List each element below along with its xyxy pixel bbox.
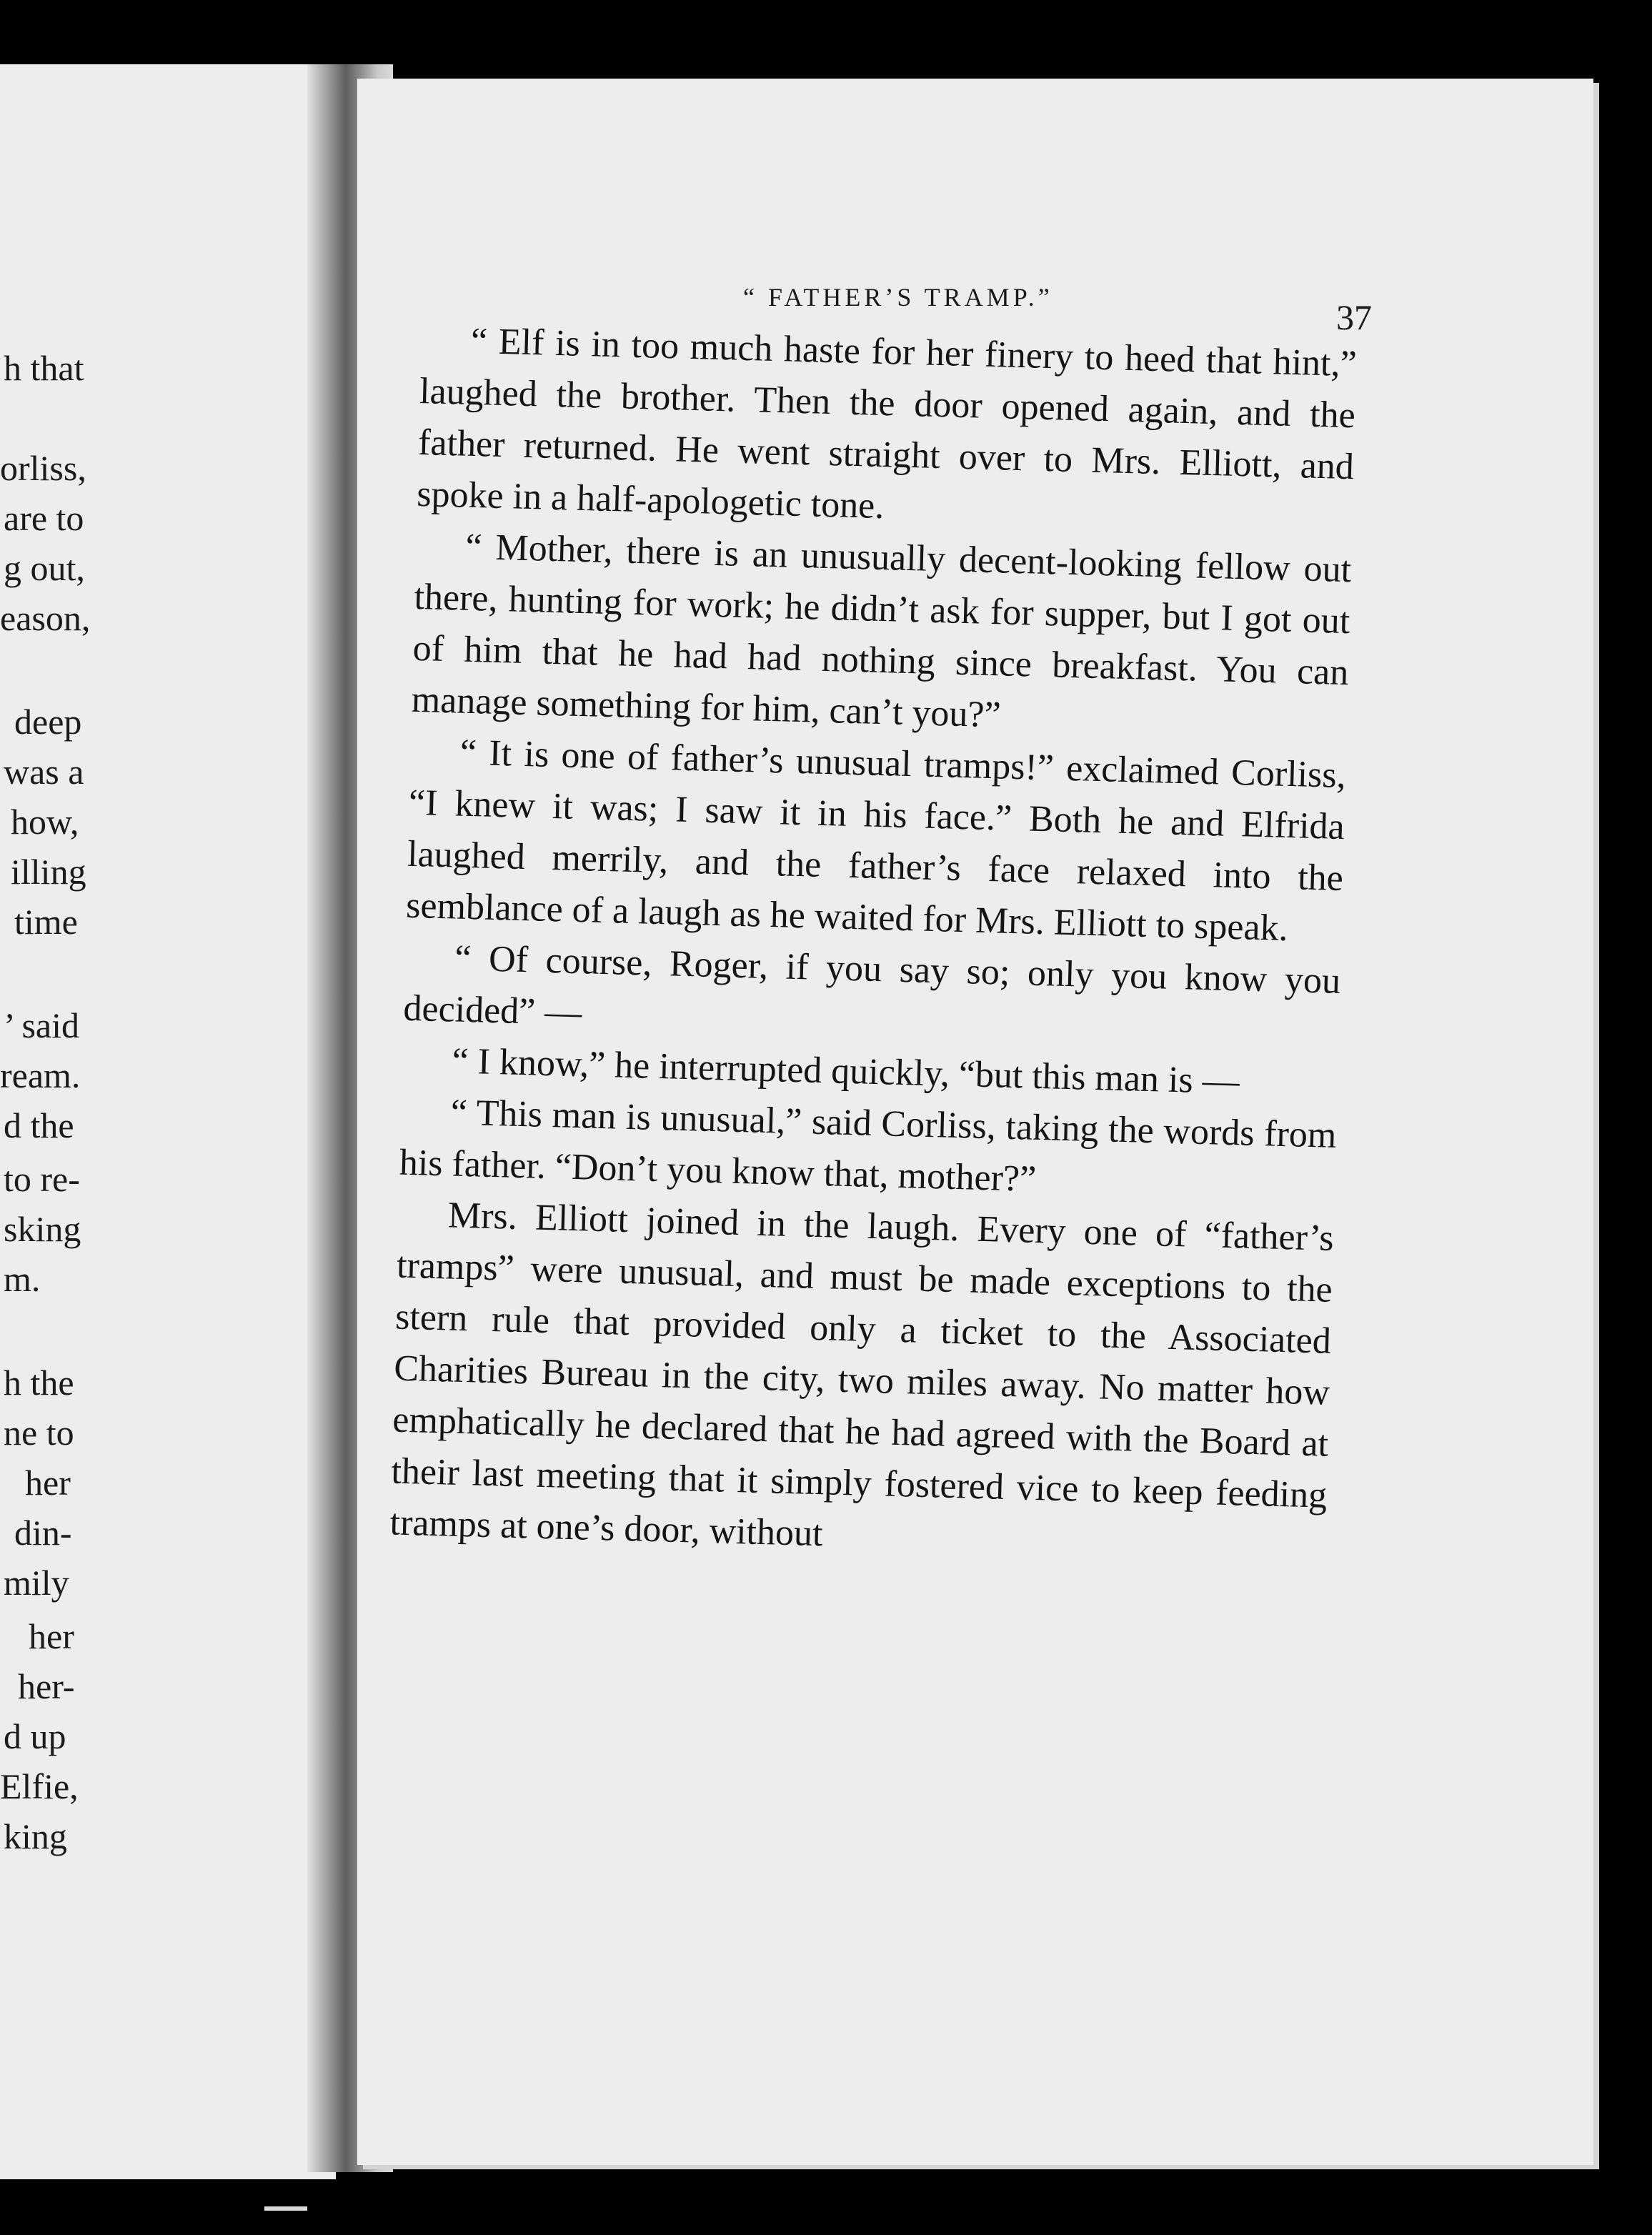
paragraph: “ Elf is in too much haste for her finery to heed that hint,” laughed the brother. Then the door opened again, and the father returned. He went straight over to Mrs. Elliott, and spoke in a half-apologetic tone. [416, 320, 1358, 527]
left-page-line: eason, [0, 598, 91, 638]
left-page-line: are to [4, 498, 84, 538]
left-page-line: king [4, 1816, 67, 1856]
left-page-line: her- [18, 1666, 75, 1706]
left-page [0, 64, 336, 2179]
left-page-line: din- [14, 1513, 72, 1553]
left-page-line: how, [11, 802, 79, 842]
paragraph: “ This man is unusual,” said Corliss, taking the words from his father. “Don’t you know that, mother?” [399, 1092, 1338, 1200]
page-number: 37 [1336, 297, 1372, 337]
left-page-line: time [14, 902, 78, 942]
left-page-line: her [25, 1463, 71, 1503]
left-page-line: h the [4, 1363, 74, 1403]
paragraph: “ I know,” he interrupted quickly, “but this man is — [451, 1040, 1240, 1102]
left-page-line: d the [4, 1105, 74, 1145]
paragraph: Mrs. Elliott joined in the laugh. Every one of “father’s tramps” were unusual, and must be made exceptions to the stern rule that provided only a ticket to the Associated Charities Bureau in the city, two miles away. No matter how emphatically he declared that he had agreed with the Board at their last meeting that it simply fostered vice to keep feeding tramps at one’s door, without [389, 1195, 1335, 1555]
left-page-line: g out, [4, 548, 85, 588]
left-page-line: was a [4, 752, 84, 792]
paragraph: “ It is one of father’s unusual tramps!” exclaimed Corliss, “I knew it was; I saw it in his face.” Both he and Elfrida laughed merrily, and the father’s face relaxed into the semblance of a laugh as he waited for Mrs. Elliott to speak. [405, 732, 1347, 950]
left-page-line: ream. [0, 1055, 81, 1095]
left-page-line: m. [4, 1259, 41, 1299]
left-page-line: her [29, 1616, 74, 1656]
paragraph: “ Of course, Roger, if you say so; only you know you decided” — [402, 937, 1341, 1034]
left-page-line: illing [11, 852, 86, 892]
paragraph: “ Mother, there is an unusually decent-looking fellow out there, hunting for work; he didn’t ask for supper, but I got out of him that he had had nothing since breakfast. You can manage something for him, can’t you?” [411, 526, 1352, 736]
left-page-line: Elfie, [0, 1766, 79, 1806]
scan-artifact [264, 2206, 307, 2211]
left-page-line: deep [14, 702, 82, 742]
left-page-line: d up [4, 1716, 66, 1756]
left-page-line: mily [4, 1563, 69, 1603]
running-head: “ FATHER’S TRAMP.” [743, 283, 1053, 312]
left-page-line: orliss, [0, 448, 86, 488]
body-text [389, 314, 1358, 1573]
left-page-line: sking [4, 1209, 81, 1249]
left-page-line: to re- [4, 1159, 80, 1199]
left-page-line: h that [4, 348, 84, 388]
left-page-line: ne to [4, 1413, 74, 1453]
left-page-line: ’ said [4, 1005, 79, 1045]
